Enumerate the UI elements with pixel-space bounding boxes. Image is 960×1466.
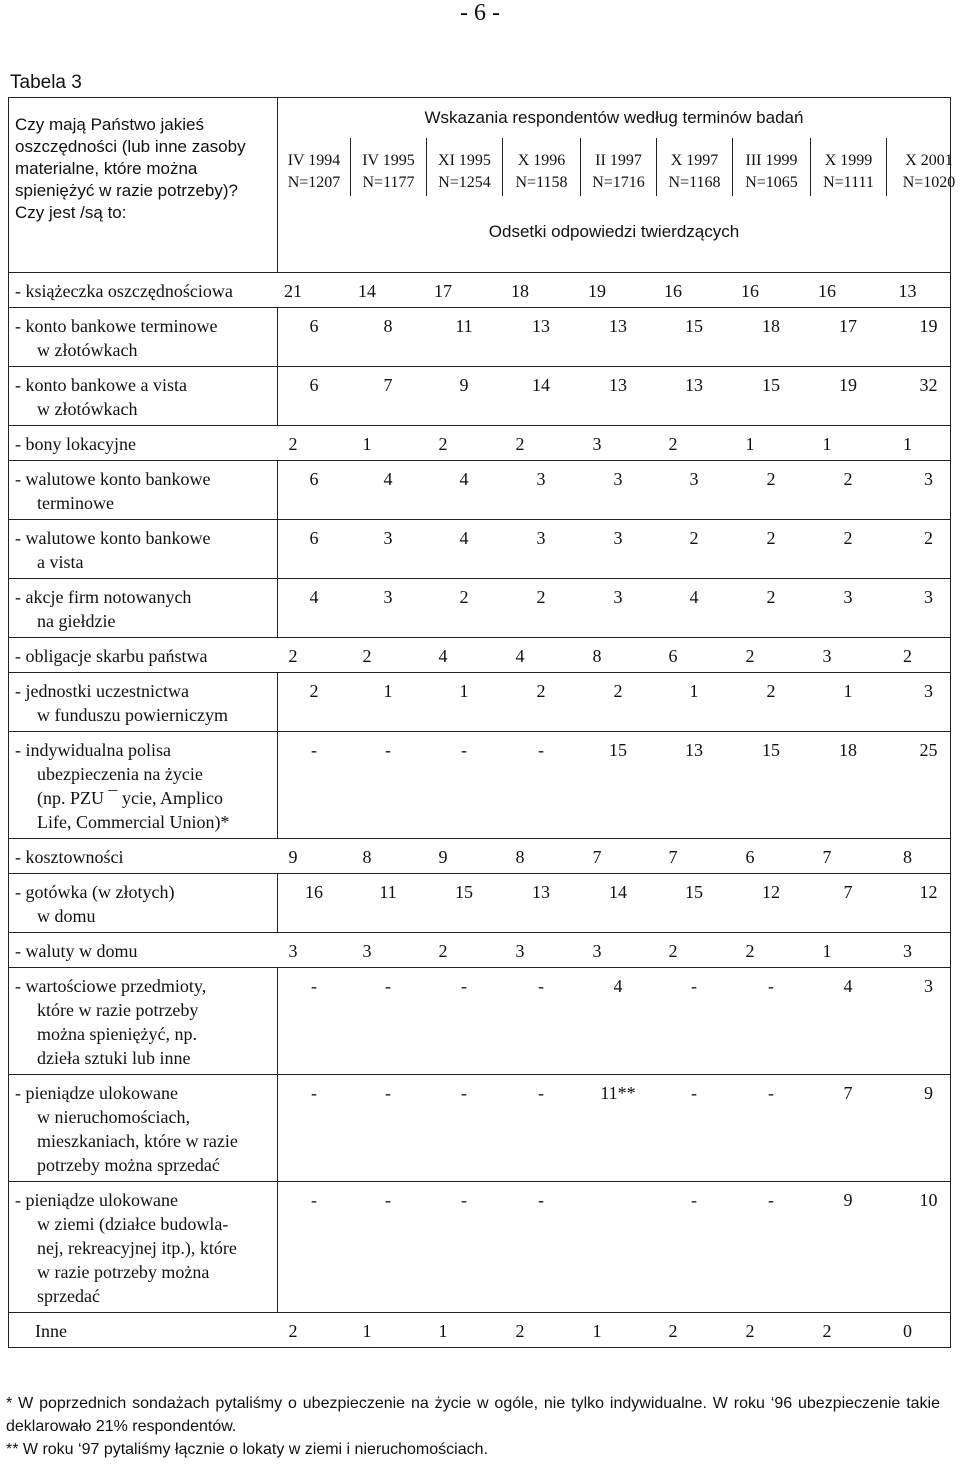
row-values (278, 373, 950, 397)
value-cell: 18 (511, 281, 529, 301)
value-cell: 9 (924, 1083, 933, 1103)
row-cell (9, 839, 951, 874)
row-values (257, 1319, 950, 1343)
value-cell: 8 (383, 316, 393, 336)
row-values-cell (278, 732, 951, 839)
value-cell: 6 (309, 375, 319, 395)
value-cell: 2 (766, 587, 776, 607)
value-cell: 9 (459, 375, 469, 395)
value-cell: 2 (668, 941, 678, 961)
header-top-label: Wskazania respondentów według terminów badań (424, 108, 804, 127)
table-row (9, 1182, 951, 1313)
table-row (9, 461, 951, 520)
value-cell: 6 (309, 469, 319, 489)
value-cell: 16 (818, 281, 836, 301)
row-values-cell (278, 874, 951, 933)
row-label-continuation: w nieruchomościach, mieszkaniach, które w razie potrzeby można sprzedać (37, 1107, 238, 1175)
value-cell: 15 (762, 375, 780, 395)
value-cell: 15 (762, 740, 780, 760)
column-sample-size: N=1177 (362, 174, 415, 191)
survey-table (8, 97, 956, 1348)
value-cell: 4 (613, 976, 623, 996)
row-label-continuation: w złotówkach (37, 340, 138, 360)
table-row (9, 839, 951, 874)
value-cell: - (538, 976, 544, 996)
value-cell: 18 (839, 740, 857, 760)
value-cell: 2 (515, 1321, 525, 1341)
value-cell: 2 (745, 646, 755, 666)
row-values (278, 974, 950, 998)
value-cell: 2 (668, 1321, 678, 1341)
row-label-continuation: w funduszu powierniczym (37, 705, 228, 725)
value-cell: 1 (822, 434, 832, 454)
value-cell: 4 (459, 469, 469, 489)
footnote: * W poprzednich sondażach pytaliśmy o ubezpieczenie na życie w ogóle, nie tylko indywidualne. W roku ‘96 ubezpieczenie takie deklarowało 21% respondentów. (6, 1395, 940, 1435)
value-cell: 2 (668, 434, 678, 454)
value-cell: 13 (609, 316, 627, 336)
value-cell: 2 (766, 469, 776, 489)
header-column (580, 138, 656, 196)
value-cell: 3 (536, 528, 546, 548)
column-sample-size: N=1065 (745, 174, 798, 191)
row-label-cell (9, 874, 278, 933)
row-values-cell (278, 968, 951, 1075)
value-cell: 19 (919, 316, 938, 336)
value-cell: 6 (309, 316, 319, 336)
value-cell: 3 (822, 646, 832, 666)
value-cell: 15 (685, 882, 703, 902)
value-cell: 6 (745, 847, 755, 867)
row-values-cell (278, 1075, 951, 1182)
value-cell: 3 (924, 587, 933, 607)
value-cell: 17 (839, 316, 857, 336)
value-cell: 9 (843, 1190, 853, 1210)
value-cell: 13 (532, 882, 550, 902)
value-cell: 25 (919, 740, 938, 760)
value-cell: 14 (609, 882, 627, 902)
row-values (278, 1081, 950, 1105)
table-row (9, 579, 951, 638)
value-cell: 0 (903, 1321, 912, 1341)
value-cell: 3 (536, 469, 546, 489)
row-label-cell (9, 1075, 278, 1182)
row-values (278, 679, 950, 703)
value-cell: 12 (762, 882, 780, 902)
value-cell: 13 (685, 740, 703, 760)
header-column (278, 138, 350, 196)
value-cell: 19 (588, 281, 606, 301)
value-cell: 7 (843, 882, 853, 902)
value-cell: 1 (843, 681, 853, 701)
value-cell: 19 (839, 375, 857, 395)
value-cell: 3 (383, 528, 393, 548)
value-cell: 8 (903, 847, 912, 867)
table-row (9, 874, 951, 933)
row-label-continuation: terminowe (37, 493, 114, 513)
value-cell: 2 (309, 681, 319, 701)
column-sample-size: N=1716 (592, 174, 645, 191)
value-cell: - (311, 976, 317, 996)
table-row (9, 732, 951, 839)
value-cell: 10 (919, 1190, 938, 1210)
value-cell: 11 (379, 882, 397, 902)
value-cell: 6 (668, 646, 678, 666)
row-label: - walutowe konto bankowe (15, 469, 211, 489)
value-cell: 2 (766, 528, 776, 548)
value-cell: 2 (822, 1321, 832, 1341)
row-values-cell (278, 520, 951, 579)
row-label: - waluty w domu (15, 941, 138, 961)
page-number: - 6 - (460, 0, 500, 26)
value-cell: 4 (459, 528, 469, 548)
value-cell: 16 (741, 281, 759, 301)
table-header-row (9, 98, 951, 273)
value-cell: 7 (843, 1083, 853, 1103)
row-cell (9, 273, 951, 308)
value-cell: 11 (455, 316, 473, 336)
row-values (278, 585, 950, 609)
row-values (278, 1188, 950, 1212)
row-label-cell (9, 308, 278, 367)
value-cell: - (385, 1190, 391, 1210)
value-cell: - (461, 976, 467, 996)
table-row (9, 638, 951, 673)
value-cell: 7 (668, 847, 678, 867)
value-cell: 3 (383, 587, 393, 607)
row-values (278, 526, 950, 550)
value-cell: 2 (459, 587, 469, 607)
row-label: - obligacje skarbu państwa (15, 646, 208, 666)
value-cell: 15 (609, 740, 627, 760)
value-cell: 3 (613, 587, 623, 607)
row-label: Inne (35, 1321, 67, 1341)
column-term: X 1997 (670, 152, 719, 169)
row-label-cell (9, 1182, 278, 1313)
value-cell: 14 (358, 281, 376, 301)
value-cell: 16 (305, 882, 323, 902)
value-cell: - (691, 1190, 697, 1210)
row-label-cell (9, 968, 278, 1075)
value-cell: 3 (613, 469, 623, 489)
value-cell: 14 (532, 375, 550, 395)
footnotes (6, 1392, 940, 1461)
row-cell (9, 1313, 951, 1348)
value-cell: 7 (383, 375, 393, 395)
value-cell: 7 (592, 847, 602, 867)
row-label: - bony lokacyjne (15, 434, 136, 454)
row-values-cell (278, 673, 951, 732)
row-values (278, 880, 950, 904)
value-cell: 2 (288, 646, 298, 666)
column-term: X 2001 (905, 152, 953, 169)
value-cell: 3 (924, 976, 933, 996)
value-cell: 3 (288, 941, 298, 961)
row-label: - kosztowności (15, 847, 124, 867)
question-cell: Czy mają Państwo jakieś oszczędności (lub inne zasoby materialne, które można spieniężyć w razie potrzeby)? Czy jest /są to: (9, 98, 278, 273)
value-cell: 32 (919, 375, 938, 395)
row-label-continuation: na giełdzie (37, 611, 116, 631)
value-cell: 1 (745, 434, 755, 454)
value-cell: 18 (762, 316, 780, 336)
row-label-continuation: które w razie potrzeby można spieniężyć, np. dzieła sztuki lub inne (37, 1000, 199, 1068)
value-cell: 1 (903, 434, 912, 454)
table-row (9, 1075, 951, 1182)
value-cell: 4 (515, 646, 525, 666)
column-sample-size: N=1207 (287, 174, 341, 191)
value-cell: - (768, 1190, 774, 1210)
row-values (278, 467, 950, 491)
value-cell: - (385, 1083, 391, 1103)
value-cell: 2 (745, 1321, 755, 1341)
row-label: - jednostki uczestnictwa (15, 681, 189, 701)
row-label-cell (9, 673, 278, 732)
table-row (9, 273, 951, 308)
row-label: - pieniądze ulokowane (15, 1190, 178, 1210)
value-cell: 1 (362, 1321, 372, 1341)
footnote: ** W roku ‘97 pytaliśmy łącznie o lokaty w ziemi i nieruchomościach. (6, 1441, 488, 1458)
row-label: - konto bankowe terminowe (15, 316, 218, 336)
value-cell: 2 (438, 434, 448, 454)
value-cell: 3 (613, 528, 623, 548)
value-cell: 8 (362, 847, 372, 867)
value-cell: 2 (362, 646, 372, 666)
value-cell: 3 (903, 941, 912, 961)
row-label: - indywidualna polisa (15, 740, 171, 760)
value-cell: 16 (664, 281, 682, 301)
value-cell: 9 (438, 847, 448, 867)
value-cell: 2 (745, 941, 755, 961)
header-column (426, 138, 502, 196)
value-cell: - (768, 976, 774, 996)
value-cell: 2 (903, 646, 912, 666)
value-cell: 7 (822, 847, 832, 867)
value-cell: 4 (309, 587, 319, 607)
row-cell (9, 638, 951, 673)
value-cell: 17 (434, 281, 452, 301)
value-cell: 1 (438, 1321, 448, 1341)
value-cell: - (538, 1190, 544, 1210)
table-row (9, 1313, 951, 1348)
column-term: III 1999 (745, 152, 798, 169)
column-term: X 1999 (824, 152, 873, 169)
column-term: X 1996 (517, 152, 566, 169)
value-cell: 11** (600, 1083, 636, 1103)
value-cell: 2 (924, 528, 933, 548)
header-column (732, 138, 810, 196)
value-cell: - (538, 1083, 544, 1103)
row-label: - akcje firm notowanych (15, 587, 192, 607)
row-label-cell (9, 732, 278, 839)
row-label-continuation: a vista (37, 552, 84, 572)
value-cell: 2 (766, 681, 776, 701)
header-column (656, 138, 732, 196)
row-label-continuation: w domu (37, 906, 96, 926)
header-column (810, 138, 886, 196)
row-values-cell (278, 308, 951, 367)
row-values (257, 432, 950, 456)
value-cell: 2 (689, 528, 699, 548)
value-cell: 3 (515, 941, 525, 961)
value-cell: - (311, 1083, 317, 1103)
row-label-cell (9, 579, 278, 638)
column-sample-size: N=1168 (668, 174, 721, 191)
row-label: - wartościowe przedmioty, (15, 976, 207, 996)
value-cell: 3 (843, 587, 853, 607)
value-cell: 4 (843, 976, 853, 996)
value-cell: 3 (924, 681, 933, 701)
row-values (257, 845, 950, 869)
table-row (9, 673, 951, 732)
table-row (9, 968, 951, 1075)
value-cell: 8 (592, 646, 602, 666)
row-values-cell (278, 461, 951, 520)
row-values (278, 314, 950, 338)
value-cell (580, 1188, 656, 1212)
header-cell (278, 98, 956, 273)
value-cell: 13 (609, 375, 627, 395)
value-cell: 1 (592, 1321, 602, 1341)
row-label-cell (9, 367, 278, 426)
row-label-cell (9, 461, 278, 520)
value-cell: 6 (309, 528, 319, 548)
row-label-cell (9, 520, 278, 579)
value-cell: - (311, 1190, 317, 1210)
column-term: IV 1994 (287, 152, 341, 169)
value-cell: - (461, 1190, 467, 1210)
value-cell: 21 (284, 281, 302, 301)
table-row (9, 426, 951, 461)
row-label: - pieniądze ulokowane (15, 1083, 178, 1103)
row-cell (9, 426, 951, 461)
row-label: - walutowe konto bankowe (15, 528, 211, 548)
value-cell: 1 (383, 681, 393, 701)
header-column (350, 138, 426, 196)
column-sample-size: N=1020 (902, 174, 956, 191)
value-cell: 3 (592, 434, 602, 454)
row-label-continuation: ubezpieczenia na życie (np. PZU ¯ ycie, Amplico Life, Commercial Union)* (37, 764, 230, 832)
header-bottom-label: Odsetki odpowiedzi twierdzących (488, 222, 740, 241)
value-cell: 2 (438, 941, 448, 961)
value-cell: 4 (438, 646, 448, 666)
value-cell: 15 (685, 316, 703, 336)
value-cell: - (385, 976, 391, 996)
table-label: Tabela 3 (10, 72, 82, 93)
value-cell: 2 (515, 434, 525, 454)
column-term: XI 1995 (438, 152, 491, 169)
row-label: - książeczka oszczędnościowa (15, 281, 233, 301)
row-values (278, 738, 950, 762)
value-cell: - (385, 740, 391, 760)
header-column (886, 138, 960, 196)
value-cell: 13 (532, 316, 550, 336)
value-cell: 2 (843, 528, 853, 548)
value-cell: 4 (383, 469, 393, 489)
header-column (502, 138, 580, 196)
value-cell: 2 (613, 681, 623, 701)
value-cell: 2 (288, 1321, 298, 1341)
row-values-cell (278, 367, 951, 426)
value-cell: - (768, 1083, 774, 1103)
column-sample-size: N=1254 (438, 174, 491, 191)
value-cell: - (461, 740, 467, 760)
column-term: II 1997 (595, 152, 642, 169)
value-cell: 15 (455, 882, 473, 902)
value-cell: - (461, 1083, 467, 1103)
value-cell: - (691, 1083, 697, 1103)
row-values (257, 939, 950, 963)
value-cell: 1 (689, 681, 699, 701)
value-cell: 13 (685, 375, 703, 395)
column-sample-size: N=1158 (515, 174, 568, 191)
table-row (9, 520, 951, 579)
row-cell (9, 933, 951, 968)
row-label-continuation: w ziemi (działce budowla- nej, rekreacyjnej itp.), które w razie potrzeby można sprzedać (37, 1214, 237, 1306)
value-cell: - (538, 740, 544, 760)
value-cell: 2 (536, 587, 546, 607)
value-cell: 1 (362, 434, 372, 454)
value-cell: 4 (689, 587, 699, 607)
value-cell: 1 (459, 681, 469, 701)
value-cell: 9 (288, 847, 298, 867)
header-columns (278, 138, 956, 196)
value-cell: 2 (288, 434, 298, 454)
value-cell: 12 (919, 882, 938, 902)
table-row (9, 367, 951, 426)
row-values (257, 279, 950, 303)
table-row (9, 933, 951, 968)
row-label: - konto bankowe a vista (15, 375, 187, 395)
column-sample-size: N=1111 (823, 174, 874, 191)
column-term: IV 1995 (362, 152, 415, 169)
row-values-cell (278, 579, 951, 638)
value-cell: 3 (592, 941, 602, 961)
value-cell: 2 (536, 681, 546, 701)
value-cell: - (311, 740, 317, 760)
value-cell: 3 (362, 941, 372, 961)
value-cell: 2 (843, 469, 853, 489)
row-values (257, 644, 950, 668)
value-cell: 3 (924, 469, 933, 489)
row-values-cell (278, 1182, 951, 1313)
value-cell: 1 (822, 941, 832, 961)
value-cell: - (691, 976, 697, 996)
table-row (9, 308, 951, 367)
value-cell: 8 (515, 847, 525, 867)
value-cell: 3 (689, 469, 699, 489)
row-label: - gotówka (w złotych) (15, 882, 175, 902)
value-cell: 13 (898, 281, 917, 301)
row-label-continuation: w złotówkach (37, 399, 138, 419)
